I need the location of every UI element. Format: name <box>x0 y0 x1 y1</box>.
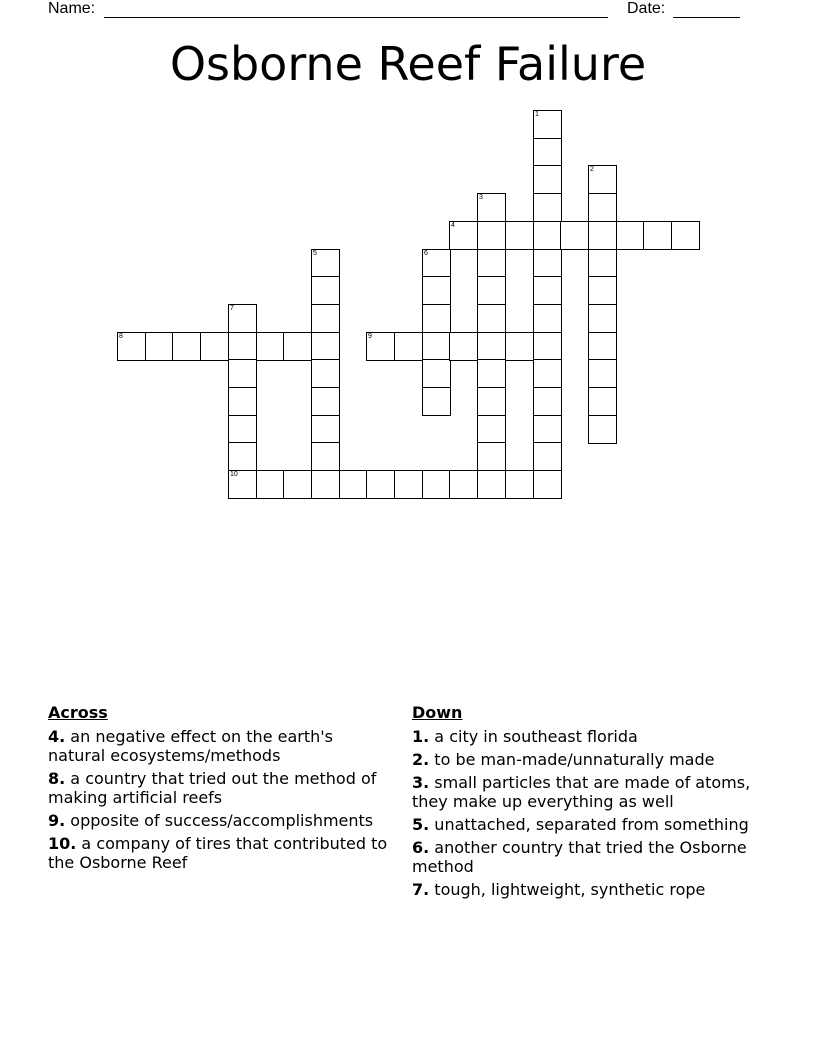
grid-cell[interactable] <box>533 332 562 361</box>
clue-down-7: 7. tough, lightweight, synthetic rope <box>412 880 706 899</box>
grid-cell[interactable] <box>477 387 506 416</box>
clue-number: 5 <box>313 250 317 257</box>
grid-cell[interactable] <box>588 332 617 361</box>
grid-cell[interactable] <box>449 332 478 361</box>
clue-number: 7 <box>230 305 234 312</box>
grid-cell[interactable] <box>588 165 617 194</box>
grid-cell[interactable] <box>394 332 423 361</box>
clue-number: 9 <box>368 333 372 340</box>
grid-cell[interactable] <box>422 387 451 416</box>
grid-cell[interactable] <box>643 221 672 250</box>
clue-across-8: 8. a country that tried out the method of making artificial reefs <box>48 769 377 807</box>
grid-cell[interactable] <box>311 359 340 388</box>
grid-cell[interactable] <box>533 165 562 194</box>
grid-cell[interactable] <box>228 470 257 499</box>
grid-cell[interactable] <box>588 359 617 388</box>
grid-cell[interactable] <box>311 415 340 444</box>
across-clues <box>48 703 388 876</box>
grid-cell[interactable] <box>449 221 478 250</box>
grid-cell[interactable] <box>477 359 506 388</box>
grid-cell[interactable] <box>256 470 285 499</box>
clue-across-9: 9. opposite of success/accomplishments <box>48 811 374 830</box>
grid-cell[interactable] <box>671 221 700 250</box>
grid-cell[interactable] <box>533 359 562 388</box>
grid-cell[interactable] <box>588 415 617 444</box>
down-heading: Down <box>412 703 463 722</box>
crossword-grid <box>0 0 816 520</box>
grid-cell[interactable] <box>588 304 617 333</box>
grid-cell[interactable] <box>311 276 340 305</box>
grid-cell[interactable] <box>533 276 562 305</box>
puzzle-title: Osborne Reef Failure <box>169 37 647 91</box>
grid-cell[interactable] <box>339 470 368 499</box>
grid-cell[interactable] <box>228 304 257 333</box>
grid-cell[interactable] <box>533 304 562 333</box>
clue-number: 3 <box>479 194 483 201</box>
grid-cell[interactable] <box>449 470 478 499</box>
grid-cell[interactable] <box>311 442 340 471</box>
grid-cell[interactable] <box>366 470 395 499</box>
grid-cell[interactable] <box>533 415 562 444</box>
grid-cell[interactable] <box>422 332 451 361</box>
grid-cell[interactable] <box>477 193 506 222</box>
grid-cell[interactable] <box>477 470 506 499</box>
name-label: Name: <box>48 0 96 17</box>
grid-cell[interactable] <box>477 276 506 305</box>
grid-cell[interactable] <box>311 332 340 361</box>
clue-number: 8 <box>119 333 123 340</box>
clue-down-3: 3. small particles that are made of atoms, they make up everything as well <box>412 773 751 811</box>
grid-cell[interactable] <box>477 221 506 250</box>
clue-number: 4 <box>451 222 455 229</box>
grid-cell[interactable] <box>366 332 395 361</box>
clue-down-1: 1. a city in southeast florida <box>412 727 638 746</box>
grid-cell[interactable] <box>311 387 340 416</box>
grid-cell[interactable] <box>616 221 645 250</box>
grid-cell[interactable] <box>588 193 617 222</box>
grid-cell[interactable] <box>533 193 562 222</box>
grid-cell[interactable] <box>477 415 506 444</box>
grid-cell[interactable] <box>422 470 451 499</box>
grid-cell[interactable] <box>422 304 451 333</box>
grid-cell[interactable] <box>228 332 257 361</box>
clue-down-2: 2. to be man-made/unnaturally made <box>412 750 715 769</box>
grid-cell[interactable] <box>533 138 562 167</box>
grid-cell[interactable] <box>311 470 340 499</box>
grid-cell[interactable] <box>477 249 506 278</box>
grid-cell[interactable] <box>283 332 312 361</box>
grid-cell[interactable] <box>228 387 257 416</box>
grid-cell[interactable] <box>283 470 312 499</box>
grid-cell[interactable] <box>394 470 423 499</box>
grid-cell[interactable] <box>311 249 340 278</box>
clue-number: 2 <box>590 166 594 173</box>
grid-cell[interactable] <box>422 359 451 388</box>
clue-number: 1 <box>535 111 539 118</box>
grid-cell[interactable] <box>117 332 146 361</box>
grid-cell[interactable] <box>477 332 506 361</box>
grid-cell[interactable] <box>533 470 562 499</box>
grid-cell[interactable] <box>228 442 257 471</box>
grid-cell[interactable] <box>311 304 340 333</box>
grid-cell[interactable] <box>228 415 257 444</box>
grid-cell[interactable] <box>588 221 617 250</box>
down-clues <box>412 703 772 903</box>
grid-cell[interactable] <box>477 304 506 333</box>
grid-cell[interactable] <box>533 387 562 416</box>
grid-cell[interactable] <box>560 221 589 250</box>
grid-cell[interactable] <box>256 332 285 361</box>
grid-cell[interactable] <box>588 387 617 416</box>
grid-cell[interactable] <box>533 442 562 471</box>
clue-down-5: 5. unattached, separated from something <box>412 815 749 834</box>
grid-cell[interactable] <box>533 110 562 139</box>
grid-cell[interactable] <box>533 249 562 278</box>
grid-cell[interactable] <box>505 221 534 250</box>
grid-cell[interactable] <box>172 332 201 361</box>
grid-cell[interactable] <box>533 221 562 250</box>
grid-cell[interactable] <box>588 249 617 278</box>
grid-cell[interactable] <box>228 359 257 388</box>
grid-cell[interactable] <box>505 470 534 499</box>
clue-down-6: 6. another country that tried the Osborne method <box>412 838 747 876</box>
across-heading: Across <box>48 703 108 722</box>
grid-cell[interactable] <box>477 442 506 471</box>
grid-cell[interactable] <box>200 332 229 361</box>
grid-cell[interactable] <box>505 332 534 361</box>
date-label: Date: <box>627 0 666 17</box>
clue-across-10: 10. a company of tires that contributed to the Osborne Reef <box>48 834 388 872</box>
clue-number: 6 <box>424 250 428 257</box>
clue-across-4: 4. an negative effect on the earth's natural ecosystems/methods <box>48 727 333 765</box>
clue-number: 10 <box>230 471 238 478</box>
grid-cell[interactable] <box>588 276 617 305</box>
grid-cell[interactable] <box>422 276 451 305</box>
grid-cell[interactable] <box>422 249 451 278</box>
grid-cell[interactable] <box>145 332 174 361</box>
